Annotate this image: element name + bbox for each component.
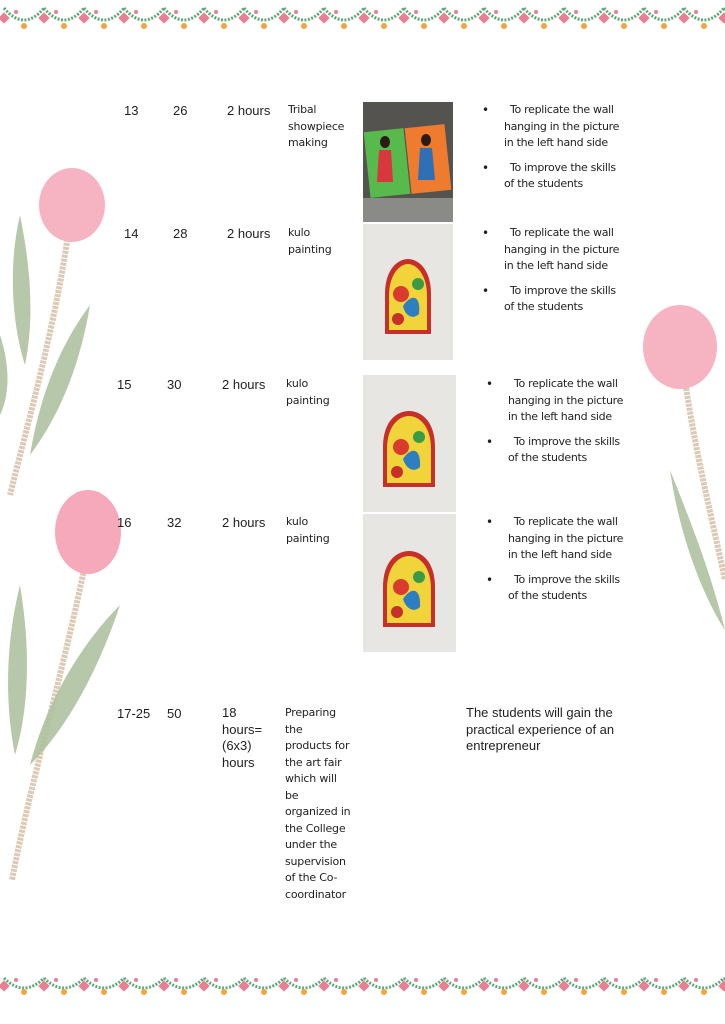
activity-cell: kulo painting — [286, 377, 330, 407]
activity-cell: Preparing the products for the art fair which will be organized in the College under the supervision of the Co- coordinator — [285, 706, 351, 901]
kulo-painting-photo — [363, 514, 456, 652]
kulo-painting-photo — [363, 224, 453, 360]
day-cell: 14 — [124, 226, 139, 241]
activity-cell: kulo painting — [286, 515, 330, 545]
objectives-list — [482, 225, 632, 324]
objective-item: • To improve the skills of the students — [482, 283, 632, 316]
duration-cell: 2 hours — [227, 226, 271, 241]
tribal-wall-hanging-photo — [363, 102, 453, 222]
objectives-list — [486, 376, 636, 475]
session-cell: 32 — [167, 515, 182, 530]
duration-cell: 18 hours= (6x3) hours — [222, 705, 263, 770]
objective-item: • To improve the skills of the students — [482, 160, 632, 193]
day-cell: 13 — [124, 103, 139, 118]
session-cell: 30 — [167, 377, 182, 392]
left-tulip-illustration — [0, 165, 130, 885]
right-tulip-illustration — [635, 300, 725, 640]
session-cell: 28 — [173, 226, 188, 241]
day-cell: 17-25 — [117, 706, 151, 721]
day-cell: 16 — [117, 515, 132, 530]
session-cell: 50 — [167, 706, 182, 721]
objective-item: • To replicate the wall hanging in the picture in the left hand side — [482, 102, 632, 152]
kulo-painting-photo — [363, 375, 456, 512]
bottom-decorative-border — [0, 972, 725, 1006]
duration-cell: 2 hours — [227, 103, 271, 118]
session-cell: 26 — [173, 103, 188, 118]
day-cell: 15 — [117, 377, 132, 392]
objective-item: • To replicate the wall hanging in the picture in the left hand side — [486, 514, 636, 564]
objective-item: • To improve the skills of the students — [486, 434, 636, 467]
duration-cell: 2 hours — [222, 377, 266, 392]
objective-item: • To improve the skills of the students — [486, 572, 636, 605]
objective-item: • To replicate the wall hanging in the picture in the left hand side — [486, 376, 636, 426]
objective-item: • To replicate the wall hanging in the picture in the left hand side — [482, 225, 632, 275]
duration-cell: 2 hours — [222, 515, 266, 530]
activity-cell: kulo painting — [288, 226, 332, 256]
activity-cell: Tribal showpiece making — [288, 103, 345, 149]
objectives-list — [486, 514, 636, 613]
top-decorative-border — [0, 4, 725, 38]
outcome-text: The students will gain the practical experience of an entrepreneur — [466, 705, 615, 753]
objectives-list — [482, 102, 632, 201]
